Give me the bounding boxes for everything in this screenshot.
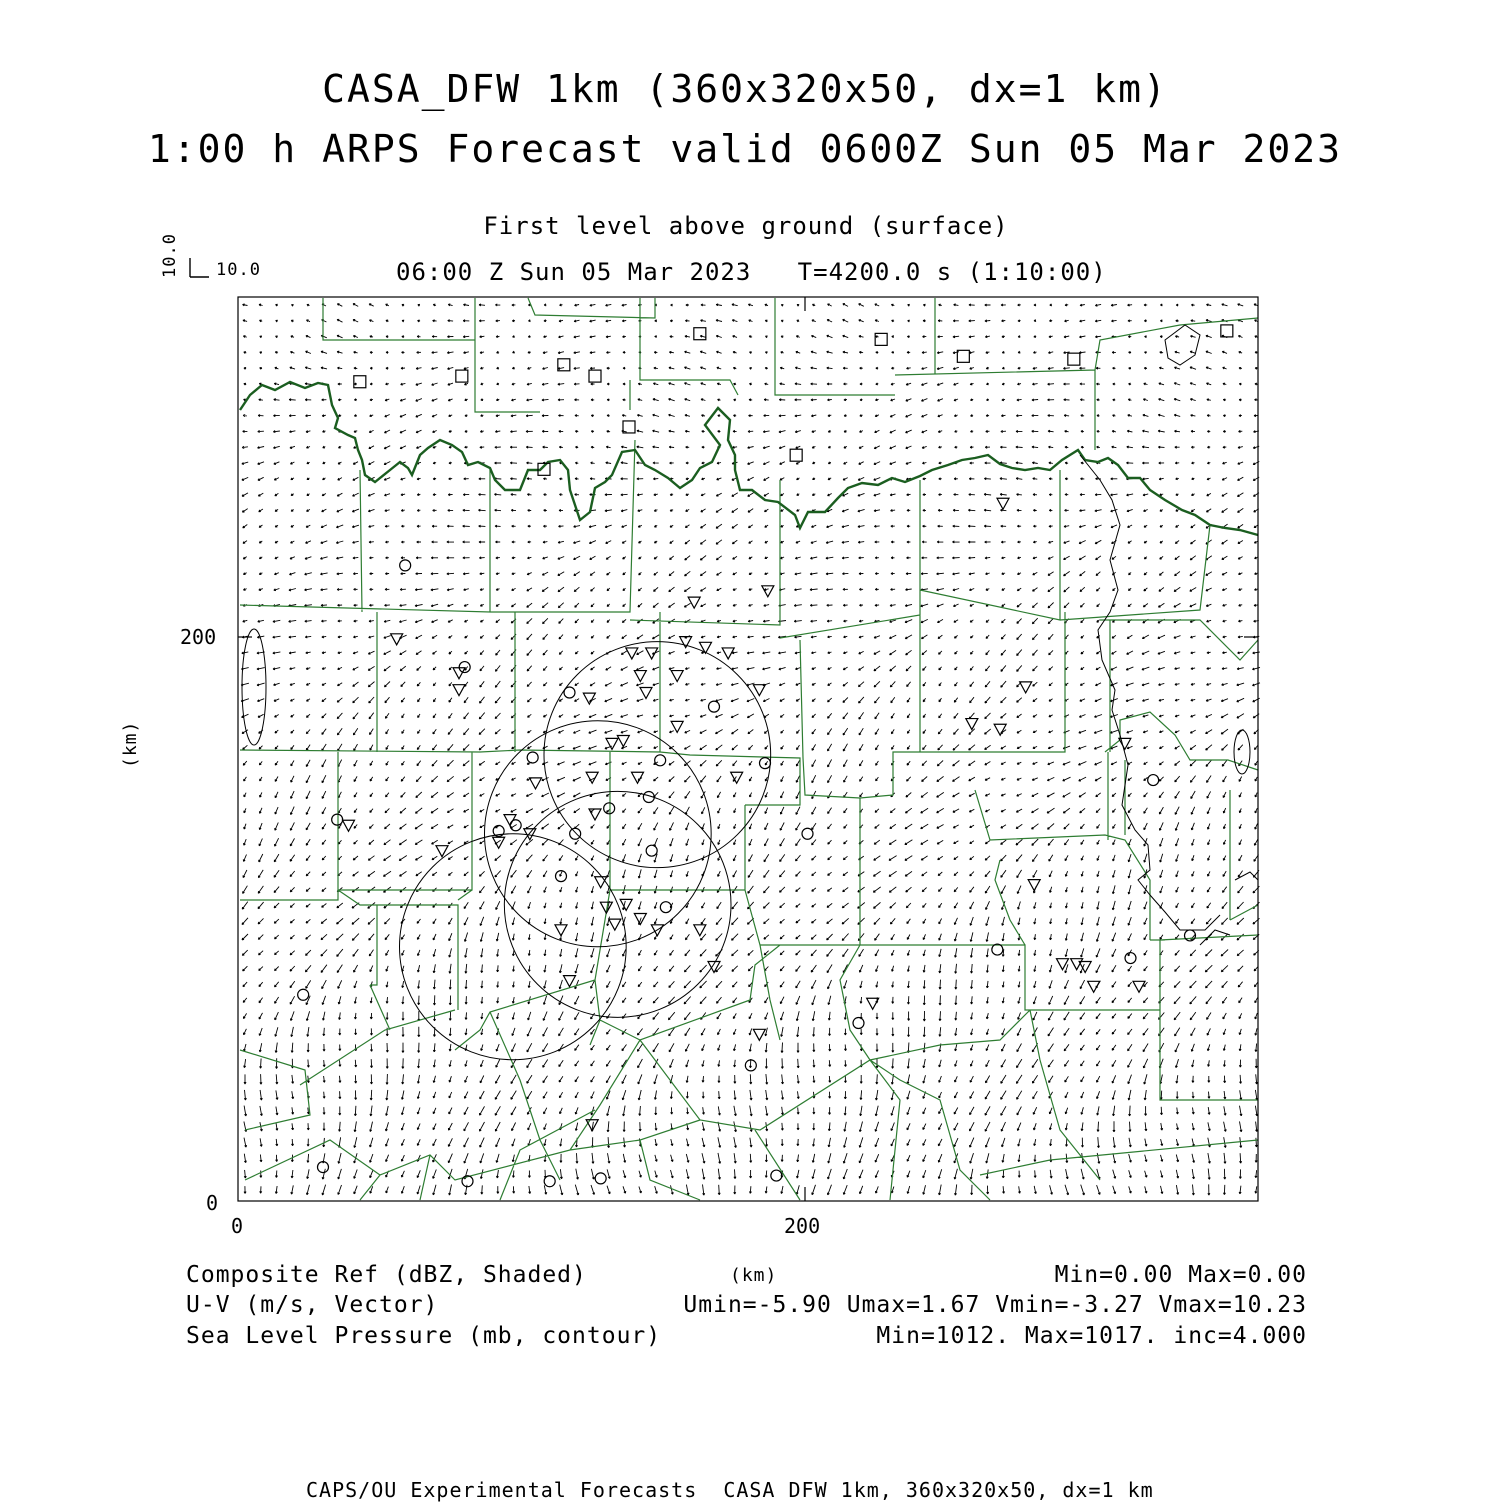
station-circle (462, 1176, 473, 1187)
station-triangle (453, 668, 465, 679)
vector-key-arrow (190, 258, 209, 277)
axis-ticks (238, 297, 1258, 1201)
x-tick-200: 200 (784, 1214, 821, 1238)
title-line-2: 1:00 h ARPS Forecast valid 0600Z Sun 05 Mar 2023 (147, 127, 1343, 171)
station-circle (332, 814, 343, 825)
field-stats-pressure: Min=1012. Max=1017. inc=4.000 (876, 1323, 1307, 1349)
station-triangle (640, 688, 652, 699)
station-circle (604, 803, 615, 814)
station-circle (853, 1018, 864, 1029)
station-circle (298, 989, 309, 1000)
station-triangle (626, 648, 638, 659)
station-triangle (634, 671, 646, 682)
station-circle (655, 755, 666, 766)
y-tick-200: 200 (180, 625, 217, 649)
station-triangle (671, 671, 683, 682)
station-triangle (391, 634, 403, 645)
station-triangle (555, 925, 567, 936)
station-triangle (753, 1029, 765, 1040)
station-square (790, 449, 802, 461)
station-triangle (343, 820, 355, 831)
station-square (456, 370, 468, 382)
station-triangle (1020, 682, 1032, 693)
station-triangle (564, 976, 576, 987)
station-triangle (620, 899, 632, 910)
station-triangle (731, 772, 743, 783)
station-square (1068, 353, 1080, 365)
station-triangle (966, 719, 978, 730)
plot-frame (238, 297, 1258, 1201)
x-axis-label: (km) (730, 1265, 778, 1286)
station-triangle (646, 648, 658, 659)
river-line (1080, 455, 1220, 930)
station-triangle (609, 919, 621, 930)
station-triangle (583, 693, 595, 704)
station-circle (570, 828, 581, 839)
radar-range-rings (399, 642, 770, 1060)
station-circle (595, 1173, 606, 1184)
station-triangle (530, 778, 542, 789)
station-square (354, 376, 366, 388)
y-tick-0: 0 (206, 1191, 219, 1215)
station-circle (1148, 775, 1159, 786)
station-triangle (994, 724, 1006, 735)
wind-vector-arrows (241, 304, 1260, 1196)
vector-key-horizontal-label: 10.0 (216, 260, 261, 280)
title-line-1: CASA_DFW 1km (360x320x50, dx=1 km) (322, 67, 1168, 111)
station-circle (660, 902, 671, 913)
station-markers (298, 325, 1233, 1187)
station-triangle (762, 586, 774, 597)
field-name-wind: U-V (m/s, Vector) (186, 1292, 439, 1318)
station-circle (709, 701, 720, 712)
station-triangle (595, 877, 607, 888)
station-triangle (617, 736, 629, 747)
lake-outline (1234, 730, 1250, 774)
station-triangle (997, 498, 1009, 509)
x-tick-0: 0 (231, 1214, 244, 1238)
station-triangle (700, 642, 712, 653)
plot-time-line: 06:00 Z Sun 05 Mar 2023 T=4200.0 s (1:10:00) (396, 258, 1107, 286)
station-circle (556, 871, 567, 882)
field-name-pressure: Sea Level Pressure (mb, contour) (186, 1323, 662, 1349)
station-circle (992, 944, 1003, 955)
station-square (694, 328, 706, 340)
station-triangle (1028, 880, 1040, 891)
station-triangle (493, 837, 505, 848)
station-triangle (1088, 981, 1100, 992)
station-triangle (586, 772, 598, 783)
station-triangle (688, 597, 700, 608)
footer-credit: CAPS/OU Experimental Forecasts CASA DFW 1km, 360x320x50, dx=1 km (306, 1478, 1154, 1502)
station-circle (1125, 953, 1136, 964)
station-circle (400, 560, 411, 571)
lake-outline (242, 629, 266, 745)
station-circle (771, 1170, 782, 1181)
station-circle (646, 845, 657, 856)
station-square (589, 370, 601, 382)
river-line (1200, 872, 1258, 945)
station-circle (318, 1162, 329, 1173)
station-triangle (453, 685, 465, 696)
y-axis-label: (km) (120, 720, 141, 768)
vector-key-vertical-label: 10.0 (160, 233, 180, 278)
wind-vector-field (241, 304, 1260, 1196)
station-square (957, 350, 969, 362)
river-line (1165, 325, 1200, 365)
station-circle (459, 662, 470, 673)
station-circle (802, 828, 813, 839)
station-circle (544, 1176, 555, 1187)
field-name-reflectivity: Composite Ref (dBZ, Shaded) (186, 1262, 587, 1288)
radar-range-ring (544, 642, 771, 868)
field-stats-wind: Umin=-5.90 Umax=1.67 Vmin=-3.27 Vmax=10.23 (683, 1292, 1307, 1318)
field-stats-reflectivity: Min=0.00 Max=0.00 (1054, 1262, 1307, 1288)
station-triangle (694, 925, 706, 936)
station-triangle (753, 685, 765, 696)
station-circle (564, 687, 575, 698)
rivers-and-lakes (242, 325, 1258, 945)
station-triangle (1133, 981, 1145, 992)
plot-subtitle: First level above ground (surface) (483, 212, 1009, 240)
station-circle (527, 752, 538, 763)
station-square (875, 333, 887, 345)
